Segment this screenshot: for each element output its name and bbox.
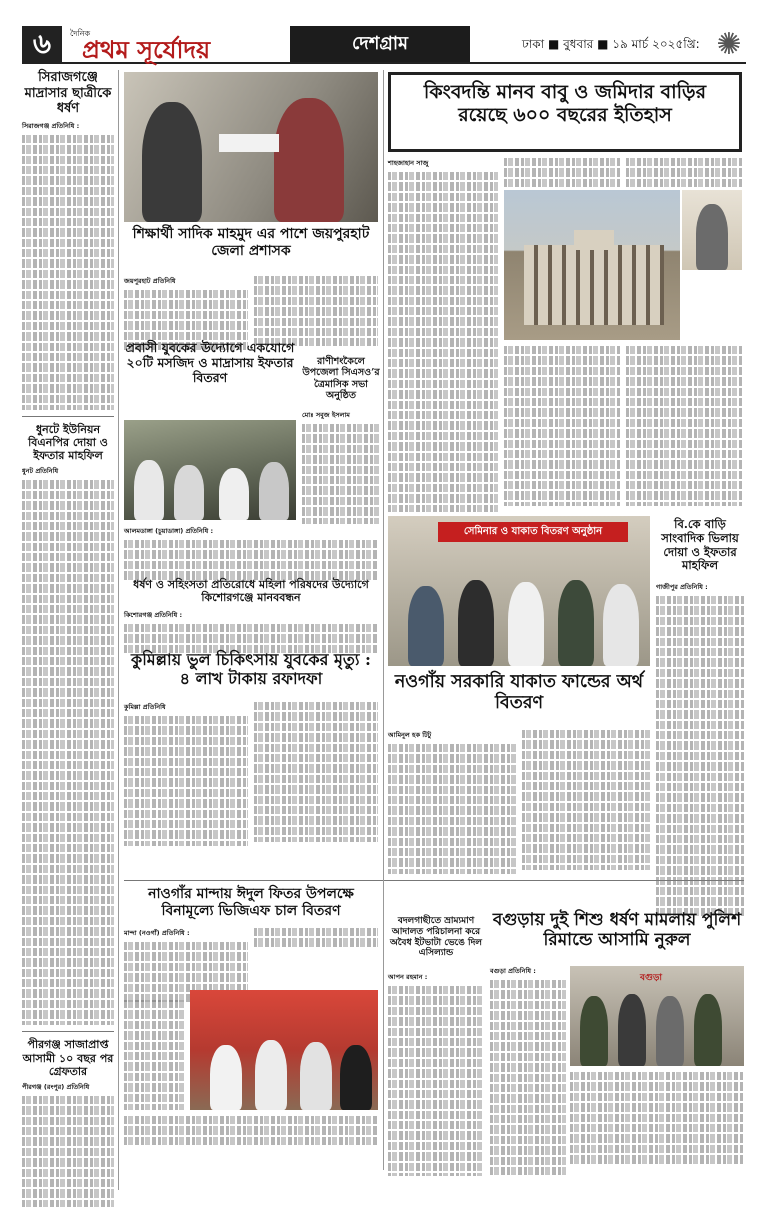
story-s4-body xyxy=(124,526,378,580)
story-body xyxy=(626,346,742,506)
dateline: ঢাকা ■ বুধবার ■ ১৯ মার্চ ২০২৫খ্রি: xyxy=(522,37,700,51)
page-number: ৬ xyxy=(22,26,62,62)
story-body xyxy=(388,744,516,874)
story-body xyxy=(254,928,378,948)
left-column xyxy=(22,70,114,1207)
photo-dc-student xyxy=(124,72,378,222)
story-headline: নওগাঁয় সরকারি যাকাত ফান্ডের অর্থ বিতরণ xyxy=(394,672,644,713)
story-body xyxy=(388,986,484,1176)
photo-portrait xyxy=(682,190,742,270)
feature-headline-box xyxy=(388,72,742,152)
photo-iftar xyxy=(124,420,296,520)
story-body xyxy=(22,480,114,1025)
story-headline: কিংবদন্তি মানব বাবু ও জমিদার বাড়ির রয়েছে ৬০০ বছরের ইতিহাস xyxy=(423,81,707,126)
divider xyxy=(22,416,114,417)
story-headline: বি.কে বাড়ি সাংবাদিক ভিলায় দোয়া ও ইফতার মাহফিল xyxy=(661,517,739,573)
story-s3-body-2 xyxy=(504,158,620,188)
story-s10-body xyxy=(388,730,516,874)
photo-police-accused xyxy=(570,966,744,1066)
story-s9-body xyxy=(656,582,744,916)
story-body xyxy=(124,1000,186,1110)
story-headline: কুমিল্লায় ভুল চিকিৎসায় যুবকের মৃত্যু : ৪ লাখ টাকায় রফাদফা xyxy=(131,650,371,689)
story-body xyxy=(22,135,114,410)
story-body xyxy=(388,172,498,512)
story-body xyxy=(254,702,378,842)
story-headline: বদলগাছীতে ভ্রাম্যমাণ আদালত পরিচালনা করে অবৈধ ইটভাটা ভেঙে দিল এসিল্যান্ড xyxy=(389,916,483,959)
story-headline: সিরাজগঞ্জে মাদ্রাসার ছাত্রীকে ধর্ষণ xyxy=(24,70,112,117)
photo-zamindar-house xyxy=(504,190,680,340)
story-s11-body-3 xyxy=(124,1000,186,1110)
story-byline: শাহজাহান সাজু xyxy=(388,159,429,167)
story-body xyxy=(302,424,380,524)
story-s8-body-2 xyxy=(254,702,378,842)
story-s7-body xyxy=(124,610,378,654)
story-s3-body xyxy=(388,158,498,512)
story-s13-body-2 xyxy=(570,1072,744,1166)
story-s8-body xyxy=(124,702,248,846)
ornament-icon: ✺ xyxy=(716,27,742,62)
story-body xyxy=(254,276,378,346)
story-body xyxy=(22,1096,114,1207)
story-headline: বগুড়ায় দুই শিশু ধর্ষণ মামলায় পুলিশ রিমান্ডে আসামি নুরুল xyxy=(492,910,742,951)
story-byline: আলমডাঙ্গা (চুয়াডাঙ্গা) প্রতিনিধি : xyxy=(124,527,214,535)
column-rule xyxy=(118,70,119,1190)
story-s11-body-4 xyxy=(124,1116,378,1146)
brand-prefix: দৈনিক xyxy=(70,29,91,38)
story-byline: পীরগঞ্জ (রংপুর) প্রতিনিধি xyxy=(22,1082,90,1091)
story-byline: গাজীপুর প্রতিনিধি : xyxy=(656,583,708,591)
page-header xyxy=(22,26,746,64)
story-s2-body-2 xyxy=(254,276,378,346)
story-byline: জয়পুরহাট প্রতিনিধি xyxy=(124,277,176,285)
story-body xyxy=(124,1116,378,1146)
story-body xyxy=(124,540,378,580)
story-s11-body-2 xyxy=(254,928,378,948)
story-headline: রাণীশংকৈলে উপজেলা সিএসও’র ত্রৈমাসিক সভা অনুষ্ঠিত xyxy=(302,356,380,402)
column-rule xyxy=(383,70,384,1170)
newspaper-logo: প্রথম সূর্যোদয় xyxy=(82,35,211,64)
story-byline: আমিনুল হক টিটু xyxy=(388,731,432,739)
story-byline: মোঃ সবুজ ইসলাম xyxy=(302,411,350,419)
seminar-banner: সেমিনার ও যাকাত বিতরণ অনুষ্ঠান xyxy=(438,522,628,542)
story-s5-body xyxy=(302,410,380,524)
story-s12-body xyxy=(388,972,484,1176)
story-headline: ধর্ষণ ও সহিংসতা প্রতিরোধে মহিলা পরিষদের উদ্যোগে কিশোরগঞ্জে মানববন্ধন xyxy=(133,578,369,605)
story-body xyxy=(504,158,620,188)
story-byline: ধুনট প্রতিনিধি xyxy=(22,467,59,476)
story-headline: পীরগঞ্জ সাজাপ্রাপ্ত আসামী ১০ বছর পর গ্রেফতার xyxy=(22,1038,114,1078)
story-body xyxy=(656,596,744,916)
story-s2-body xyxy=(124,276,248,350)
story-s3-body-3 xyxy=(626,158,742,188)
story-body xyxy=(570,1072,744,1166)
story-s13-body xyxy=(490,966,566,1176)
story-headline: ধুনটে ইউনিয়ন বিএনপির দোয়া ও ইফতার মাহফিল xyxy=(28,422,108,463)
story-body xyxy=(522,730,650,870)
story-byline: বগুড়া প্রতিনিধি : xyxy=(490,967,536,975)
story-headline: প্রবাসী যুবকের উদ্যোগে একযোগে ২০টি মসজিদ ও মাদ্রাসায় ইফতার বিতরণ xyxy=(125,340,295,385)
story-headline: শিক্ষার্থী সাদিক মাহমুদ এর পাশে জয়পুরহাট জেলা প্রশাসক xyxy=(132,226,370,259)
story-body xyxy=(504,346,620,506)
story-byline: আপন রহমান : xyxy=(388,973,428,981)
story-s10-body-2 xyxy=(522,730,650,870)
section-title: দেশগ্রাম xyxy=(290,26,470,62)
photo-caption-label: বগুড়া xyxy=(640,973,663,983)
divider xyxy=(124,880,744,881)
photo-zakat-seminar xyxy=(388,516,650,666)
story-body xyxy=(124,716,248,846)
story-s3-body-4 xyxy=(504,346,620,506)
story-byline: কিশোরগঞ্জ প্রতিনিধি : xyxy=(124,611,183,619)
story-body xyxy=(626,158,742,188)
story-headline: নাওগাঁর মান্দায় ঈদুল ফিতর উপলক্ষে বিনামূল্যে ভিজিএফ চাল বিতরণ xyxy=(148,886,354,919)
story-byline: সিরাজগঞ্জ প্রতিনিধি : xyxy=(22,121,80,130)
story-byline: মান্দা (নওগাঁ) প্রতিনিধি : xyxy=(124,929,190,937)
photo-vgf-distribution xyxy=(190,990,378,1110)
story-byline: কুমিল্লা প্রতিনিধি xyxy=(124,703,166,711)
story-s3-body-5 xyxy=(626,346,742,506)
story-body xyxy=(490,980,566,1176)
divider xyxy=(22,1031,114,1032)
